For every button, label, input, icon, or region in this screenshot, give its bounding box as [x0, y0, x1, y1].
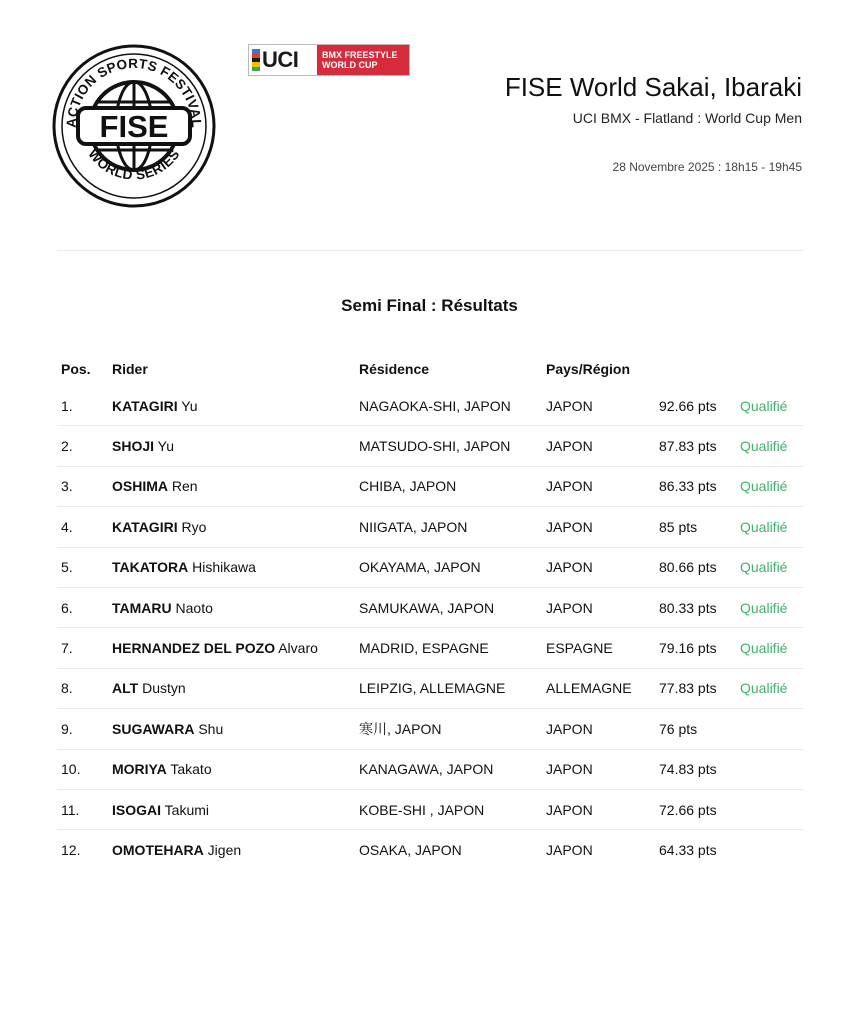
rider-first-name: Takumi	[164, 801, 210, 818]
row-pos: 1.	[61, 397, 73, 414]
rider-last-name: OSHIMA	[112, 478, 168, 495]
uci-stripe-green	[252, 67, 260, 71]
row-status: Qualifié	[740, 397, 788, 414]
rider-first-name: Ryo	[181, 518, 207, 535]
row-residence: OSAKA, JAPON	[359, 842, 462, 859]
row-pos: 12.	[61, 842, 81, 859]
header-divider	[57, 250, 803, 251]
results-body	[57, 386, 803, 871]
row-residence: MADRID, ESPAGNE	[359, 640, 489, 657]
row-pos: 4.	[61, 518, 73, 535]
row-pos: 10.	[61, 761, 81, 778]
rider-first-name: Ren	[171, 478, 198, 495]
row-pos: 3.	[61, 478, 73, 495]
rider-first-name: Hishikawa	[192, 559, 256, 576]
row-residence: SAMUKAWA, JAPON	[359, 599, 495, 616]
table-row	[57, 386, 803, 426]
table-row	[57, 669, 803, 709]
fise-wordmark: FISE	[99, 109, 169, 144]
rider-last-name: SHOJI	[112, 438, 155, 455]
uci-wordmark: UCI	[262, 47, 299, 72]
row-residence: NAGAOKA-SHI, JAPON	[359, 397, 511, 414]
table-row	[57, 830, 803, 870]
header-rider: Rider	[112, 361, 148, 377]
header-residence: Résidence	[359, 361, 430, 377]
row-status: Qualifié	[740, 599, 788, 616]
row-rider	[112, 761, 212, 777]
row-pos: 8.	[61, 680, 73, 697]
row-residence: LEIPZIG, ALLEMAGNE	[359, 680, 506, 697]
row-points: 64.33 pts	[659, 842, 717, 859]
uci-brand	[249, 45, 317, 75]
row-rider	[112, 802, 209, 818]
event-subtitle: UCI BMX - Flatland : World Cup Men	[572, 110, 802, 126]
row-rider	[112, 559, 256, 575]
uci-banner	[248, 44, 410, 76]
row-points: 79.16 pts	[659, 640, 717, 657]
rider-last-name: OMOTEHARA	[112, 842, 204, 859]
row-pos: 9.	[61, 720, 73, 737]
fise-top-arc-path: ACTION SPORTS FESTIVAL	[63, 55, 205, 129]
row-country: JAPON	[546, 599, 593, 616]
uci-stripes-icon	[252, 49, 260, 71]
table-row	[57, 628, 803, 668]
row-rider	[112, 438, 174, 454]
event-title: FISE World Sakai, Ibaraki	[504, 72, 802, 102]
results-table	[57, 352, 803, 871]
row-status: Qualifié	[740, 438, 788, 455]
header-country: Pays/Région	[546, 361, 631, 377]
rider-last-name: TAKATORA	[112, 559, 189, 576]
row-points: 77.83 pts	[659, 680, 717, 697]
row-status: Qualifié	[740, 680, 788, 697]
row-status: Qualifié	[740, 640, 788, 657]
row-country: JAPON	[546, 518, 593, 535]
row-points: 85 pts	[659, 518, 698, 535]
row-country: JAPON	[546, 801, 593, 818]
table-row	[57, 467, 803, 507]
table-row	[57, 790, 803, 830]
row-points: 72.66 pts	[659, 801, 717, 818]
table-row	[57, 588, 803, 628]
row-residence: CHIBA, JAPON	[359, 478, 457, 495]
row-status: Qualifié	[740, 559, 788, 576]
fise-logo	[52, 44, 216, 208]
row-rider	[112, 721, 223, 737]
rider-last-name: MORIYA	[112, 761, 167, 778]
row-rider	[112, 478, 198, 494]
rider-last-name: ALT	[112, 680, 139, 697]
row-residence: NIIGATA, JAPON	[359, 518, 468, 535]
row-status: Qualifié	[740, 478, 788, 495]
uci-line-1: BMX FREESTYLE	[322, 50, 398, 60]
rider-first-name: Yu	[181, 397, 198, 414]
row-rider	[112, 680, 186, 696]
row-points: 80.66 pts	[659, 559, 717, 576]
rider-last-name: KATAGIRI	[112, 518, 178, 535]
rider-last-name: HERNANDEZ DEL POZO	[112, 640, 276, 657]
row-rider	[112, 842, 241, 858]
table-row	[57, 750, 803, 790]
row-country: JAPON	[546, 397, 593, 414]
rider-first-name: Takato	[170, 761, 212, 778]
row-residence: KANAGAWA, JAPON	[359, 761, 494, 778]
row-pos: 6.	[61, 599, 73, 616]
row-pos: 5.	[61, 559, 73, 576]
row-points: 76 pts	[659, 720, 698, 737]
header-pos: Pos.	[61, 361, 91, 377]
rider-first-name: Naoto	[175, 599, 213, 616]
rider-first-name: Shu	[198, 720, 224, 737]
rider-last-name: KATAGIRI	[112, 397, 178, 414]
row-country: JAPON	[546, 478, 593, 495]
uci-event-label	[317, 45, 409, 75]
row-country: ALLEMAGNE	[546, 680, 632, 697]
row-country: JAPON	[546, 438, 593, 455]
row-points: 80.33 pts	[659, 599, 717, 616]
row-pos: 7.	[61, 640, 73, 657]
row-residence: OKAYAMA, JAPON	[359, 559, 481, 576]
row-residence: KOBE-SHI , JAPON	[359, 801, 485, 818]
rider-first-name: Dustyn	[142, 680, 186, 697]
rider-first-name: Alvaro	[278, 640, 318, 657]
uci-line-2: WORLD CUP	[322, 60, 378, 70]
results-header-row	[57, 352, 803, 386]
row-status: Qualifié	[740, 518, 788, 535]
row-rider	[112, 640, 318, 656]
rider-last-name: TAMARU	[112, 599, 172, 616]
row-pos: 11.	[61, 801, 80, 818]
section-title: Semi Final : Résultats	[341, 296, 518, 315]
row-rider	[112, 398, 198, 414]
row-points: 74.83 pts	[659, 761, 717, 778]
row-residence: MATSUDO-SHI, JAPON	[359, 438, 511, 455]
row-points: 92.66 pts	[659, 397, 717, 414]
row-points: 87.83 pts	[659, 438, 717, 455]
row-country: JAPON	[546, 761, 593, 778]
table-row	[57, 507, 803, 547]
rider-first-name: Yu	[157, 438, 175, 455]
rider-last-name: SUGAWARA	[112, 720, 195, 737]
table-row	[57, 426, 803, 466]
row-country: JAPON	[546, 842, 593, 859]
row-rider	[112, 519, 206, 535]
row-points: 86.33 pts	[659, 478, 717, 495]
row-country: JAPON	[546, 720, 593, 737]
event-date: 28 Novembre 2025 : 18h15 - 19h45	[612, 160, 802, 174]
table-row	[57, 548, 803, 588]
row-residence: 寒川, JAPON	[359, 720, 442, 737]
fise-bottom-arc-path: WORLD SERIES	[85, 146, 183, 183]
row-pos: 2.	[61, 438, 73, 455]
row-rider	[112, 600, 213, 616]
rider-first-name: Jigen	[207, 842, 242, 859]
row-country: JAPON	[546, 559, 593, 576]
table-row	[57, 709, 803, 749]
rider-last-name: ISOGAI	[112, 801, 162, 818]
row-country: ESPAGNE	[546, 640, 613, 657]
